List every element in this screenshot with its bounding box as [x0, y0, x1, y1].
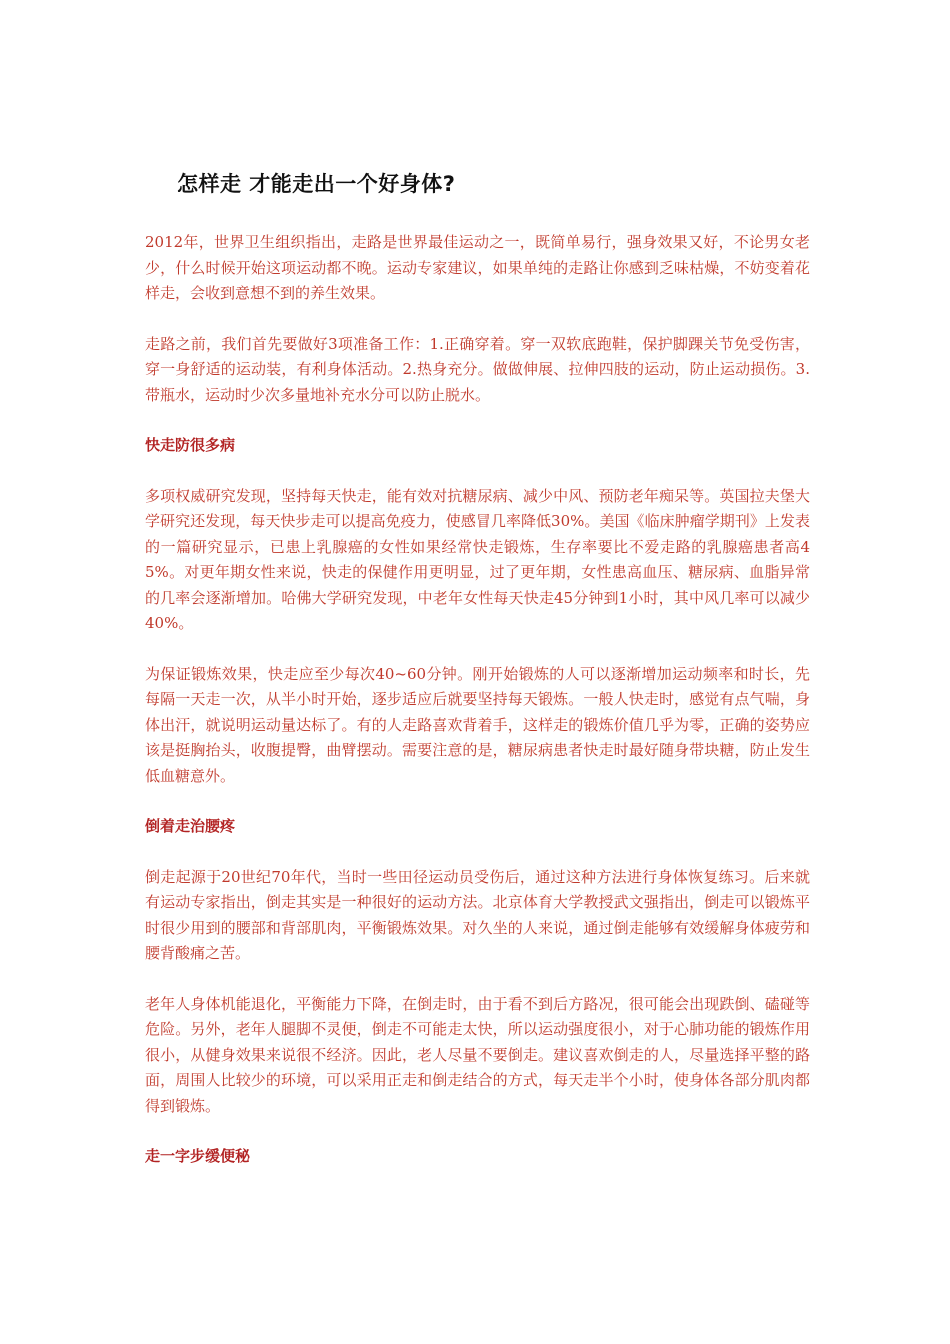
section-heading-backward-walk: 倒着走治腰疼 [145, 817, 236, 835]
backward-walk-elderly-paragraph: 老年人身体机能退化，平衡能力下降，在倒走时，由于看不到后方路况，很可能会出现跌倒、磕碰等危险。另外，老年人腿脚不灵便，倒走不可能走太快，所以运动强度很小，对于心肺功能的锻炼作用很小，从健身效果来说很不经济。因此，老人尽量不要倒走。建议喜欢倒走的人，尽量选择平整的路面，周围人比较少的环境，可以采用正走和倒走结合的方式，每天走半个小时，使身体各部分肌肉都得到锻炼。 [145, 994, 810, 1115]
intro-paragraph: 2012年，世界卫生组织指出，走路是世界最佳运动之一，既简单易行，强身效果又好，不论男女老少，什么时候开始这项运动都不晚。运动专家建议，如果单纯的走路让你感到乏味枯燥，不妨变着花样走，会收到意想不到的养生效果。 [145, 233, 810, 302]
section-heading-line-walk: 走一字步缓便秘 [145, 1147, 251, 1165]
preparation-paragraph: 走路之前，我们首先要做好3项准备工作：1.正确穿着。穿一双软底跑鞋，保护脚踝关节免受伤害，穿一身舒适的运动装，有利身体活动。2.热身充分。做做伸展、拉伸四肢的运动，防止运动损伤。3.带瓶水，运动时少次多量地补充水分可以防止脱水。 [145, 334, 810, 404]
backward-walk-origin-paragraph: 倒走起源于20世纪70年代，当时一些田径运动员受伤后，通过这种方法进行身体恢复练习。后来就有运动专家指出，倒走其实是一种很好的运动方法。北京体育大学教授武文强指出，倒走可以锻炼平时很少用到的腰部和背部肌肉，平衡锻炼效果。对久坐的人来说，通过倒走能够有效缓解身体疲劳和腰背酸痛之苦。 [145, 867, 810, 962]
fast-walk-research-paragraph: 多项权威研究发现，坚持每天快走，能有效对抗糖尿病、减少中风、预防老年痴呆等。英国拉夫堡大学研究还发现，每天快步走可以提高免疫力，使感冒几率降低30%。美国《临床肿瘤学期刊》上发表的一篇研究显示，已患上乳腺癌的女性如果经常快走锻炼，生存率要比不爱走路的乳腺癌患者高45%。对更年期女性来说，快走的保健作用更明显，过了更年期，女性患高血压、糖尿病、血脂异常的几率会逐渐增加。哈佛大学研究发现，中老年女性每天快走45分钟到1小时，其中风几率可以减少40%。 [145, 486, 810, 632]
section-heading-fast-walk: 快走防很多病 [145, 436, 236, 454]
page-title: 怎样走 才能走出一个好身体? [177, 172, 456, 196]
article-body [145, 230, 810, 1195]
fast-walk-guidance-paragraph: 为保证锻炼效果，快走应至少每次40~60分钟。刚开始锻炼的人可以逐渐增加运动频率和时长，先每隔一天走一次，从半小时开始，逐步适应后就要坚持每天锻炼。一般人快走时，感觉有点气喘，身体出汗，就说明运动量达标了。有的人走路喜欢背着手，这样走的锻炼价值几乎为零，正确的姿势应该是挺胸抬头，收腹提臀，曲臂摆动。需要注意的是，糖尿病患者快走时最好随身带块糖，防止发生低血糖意外。 [145, 664, 810, 785]
